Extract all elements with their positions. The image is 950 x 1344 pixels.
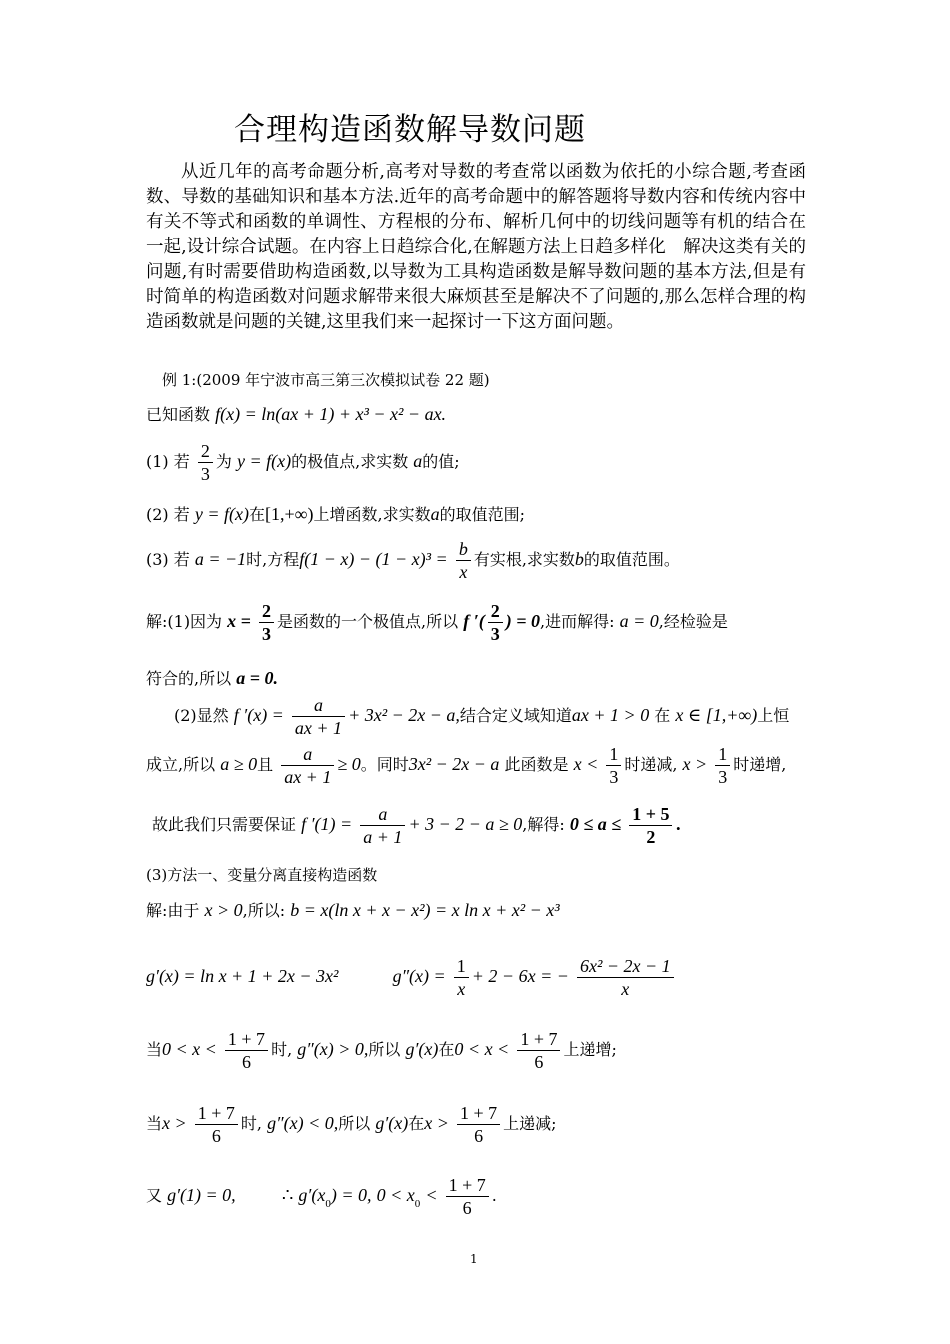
fraction-a-over-ax1: $\frac{a}{ax + 1}$ [292,694,345,739]
solution-3-increasing: 当0 < x < $\frac{1 + 7}{6}$ 时, g″(x) > 0,所以 g′(x)在0 < x < $\frac{1 + 7}{6}$ 上递增; [146,1029,617,1072]
solution-3-derivatives: g′(x) = ln x + 1 + 2x − 3x² g″(x) = $\frac{1}{x}$ + 2 − 6x = − $\frac{\text{6x² − 2x − 1}}{x}$ [146,955,677,1000]
fraction-a-over-a1: $\frac{a}{a + 1}$ [360,803,405,848]
fraction-second-derivative: $\frac{\text{6x² − 2x − 1}}{x}$ [577,955,674,1000]
solution-3-decreasing: 当x > $\frac{1 + 7}{6}$ 时, g″(x) < 0,所以 g′(x)在x > $\frac{1 + 7}{6}$ 上递减; [146,1103,557,1146]
page-title: 合理构造函数解导数问题 [234,112,586,148]
fraction-one-third: $\frac{1}{3}$ [606,743,621,788]
solution-3-line-1: 解:由于 x > 0,所以: b = x(ln x + x − x²) = x ln x + x² − x³ [146,900,560,920]
intro-paragraph: 从近几年的高考命题分析,高考对导数的考查常以函数为依托的小综合题,考查函数、导数的基础知识和基本方法.近年的高考命题中的解答题将导数内容和传统内容中有关不等式和函数的单调性、方程根的分布、解析几何中的切线问题等有机的结合在一起,设计综合试题。在内容上日趋综合化,在解题方法上日趋多样化 解决这类有关的问题,有时需要借助构造函数,以导数为工具构造函数是解导数问题的基本方法,但是有时简单的构造函数对问题求解带来很大麻烦甚至是解决不了问题的,那么怎样合理的构造函数就是问题的关键,这里我们来一起探讨一下这方面问题。 [146,162,806,332]
question-1: (1) 若 $\frac{2}{3}$ 为 y = f(x)的极值点,求实数 a的值; [146,441,460,484]
example-heading: 例 1:(2009 年宁波市高三第三次模拟试卷 22 题) [162,371,490,389]
solution-3-root: 又 g′(1) = 0, ∴ $g'(x_0) = 0$, $0 < x_0$ < $\frac{1 + 7}{6}$ . [146,1175,497,1218]
solution-2-line-3: 故此我们只需要保证 f ′(1) = $\frac{a}{a + 1}$ + 3 − 2 − a ≥ 0,解得: 0 ≤ a ≤ $\frac{1 + 5}{2}$ . [152,804,682,847]
fraction-b-over-x: $\frac{b}{x}$ [456,538,471,583]
fraction-one-plus-root5: $\frac{1 + 5}{2}$ [629,803,672,848]
solution-2-line-2: 成立,所以 a ≥ 0且 $\frac{a}{ax + 1}$ ≥ 0。同时3x² − 2x − a 此函数是 x < $\frac{1}{3}$ 时递减, x > $\frac{1}{3}$ 时递增, [146,744,787,787]
page-number: 1 [470,1252,478,1266]
solution-2-line-1: (2)显然 f ′(x) = $\frac{a}{ax + 1}$ + 3x² − 2x − a,结合定义域知道ax + 1 > 0 在 x ∈ [1,+∞)上恒 [174,695,790,738]
given-formula: f(x) = ln(ax + 1) + x³ − x² − ax. [215,404,447,424]
fraction-one-over-x: $\frac{1}{x}$ [454,955,469,1000]
question-2: (2) 若 y = f(x)在[1,+∞)上增函数,求实数a的取值范围; [146,504,525,524]
given-function: 已知函数 f(x) = ln(ax + 1) + x³ − x² − ax. [146,404,447,424]
solution-3-heading: (3)方法一、变量分离直接构造函数 [146,866,378,884]
solution-1: 解:(1)因为 x = $\frac{2}{3}$ 是函数的一个极值点,所以 f ′( $\frac{2}{3}$ ) = 0,进而解得: a = 0,经检验是 [146,601,728,644]
fraction-one-plus-root7: $\frac{1 + 7}{6}$ [225,1028,268,1073]
fraction-two-thirds-bold: $\frac{2}{3}$ [259,600,274,645]
fraction-two-thirds: $\frac{2}{3}$ [198,440,213,485]
solution-1-cont: 符合的,所以 a = 0. [146,668,278,688]
question-3: (3) 若 a = −1时,方程f(1 − x) − (1 − x)³ = $\frac{b}{x}$ 有实根,求实数b的取值范围。 [146,539,680,582]
